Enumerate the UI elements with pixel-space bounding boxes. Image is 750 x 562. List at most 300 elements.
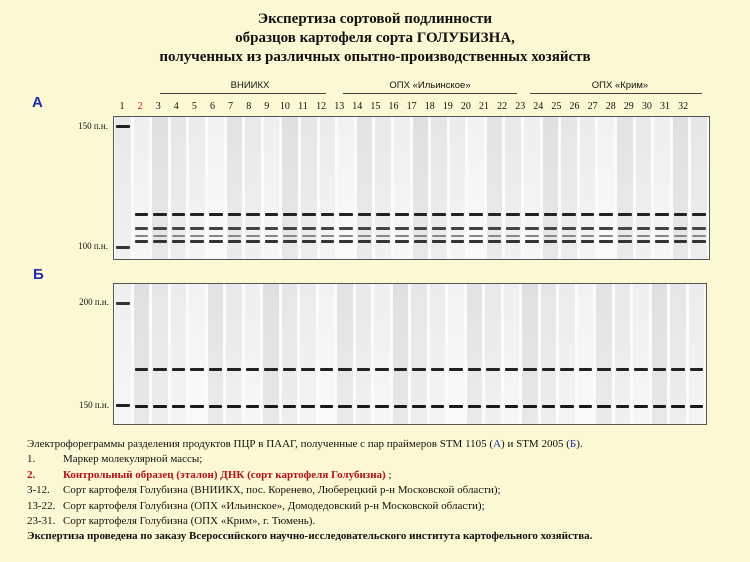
gel-band [283, 213, 297, 216]
gel-band [357, 405, 371, 408]
gel-band [172, 368, 186, 371]
gel-band [283, 405, 297, 408]
gel-band [618, 227, 632, 230]
gel-band [412, 405, 426, 408]
gel-lane [393, 284, 409, 424]
gel-lane [598, 117, 614, 259]
caption-intro-pre: Электрофореграммы разделения продуктов ПЦР в ПААГ, полученные с пар праймеров STM 1105 ( [27, 438, 494, 450]
gel-band [153, 240, 167, 243]
group-label-krim: ОПХ «Крим» [591, 80, 649, 91]
caption-item-text: Сорт картофеля Голубизна (ВНИИКХ, пос. Коренево, Люберецкий р-н Московской области); [63, 484, 501, 497]
lane-number: 13 [334, 101, 345, 112]
gel-lane [450, 117, 466, 259]
gel-band [616, 368, 630, 371]
gel-band [451, 227, 465, 230]
gel-band [674, 213, 688, 216]
lane-number: 26 [569, 101, 580, 112]
lane-number: 30 [641, 101, 652, 112]
gel-band [321, 240, 335, 243]
lane-number: 9 [264, 101, 270, 112]
gel-band [375, 368, 389, 371]
group-line-vniikh [160, 93, 326, 94]
gel-band [227, 368, 241, 371]
gel-band [375, 405, 389, 408]
gel-band [581, 227, 595, 230]
group-line-ilinskoe [343, 93, 517, 94]
lane-number: 31 [660, 101, 670, 112]
gel-band [506, 213, 520, 216]
gel-band [339, 240, 353, 243]
lane-number: 28 [605, 101, 616, 112]
gel-lane [448, 284, 464, 424]
gel-band [321, 235, 335, 237]
gel-lane [543, 117, 559, 259]
gel-lane [115, 284, 131, 424]
gel-band [321, 227, 335, 230]
gel-band [302, 227, 316, 230]
lane-number: 17 [406, 101, 417, 112]
gel-band [690, 368, 704, 371]
lane-number: 14 [352, 101, 363, 112]
gel-lane [189, 284, 205, 424]
gel-lane [561, 117, 577, 259]
gel-band [116, 125, 130, 128]
gel-band [488, 227, 502, 230]
gel-band [172, 240, 186, 243]
gel-band [449, 368, 463, 371]
gel-band [190, 405, 204, 408]
gel-band [432, 235, 446, 237]
gel-band [544, 235, 558, 237]
lane-number: 10 [279, 101, 290, 112]
gel-band [209, 405, 223, 408]
gel-band [376, 240, 390, 243]
gel-lane [615, 284, 631, 424]
lane-number: 32 [678, 101, 689, 112]
gel-band [451, 235, 465, 237]
gel-band [116, 302, 130, 305]
gel-band [581, 240, 595, 243]
gel-band [190, 235, 204, 237]
gel-band [414, 227, 428, 230]
gel-band [172, 213, 186, 216]
gel-band [637, 213, 651, 216]
lane-number: 11 [298, 101, 308, 112]
gel-band [597, 368, 611, 371]
group-line-krim [530, 93, 702, 94]
gel-band [468, 368, 482, 371]
gel-lane [673, 117, 689, 259]
caption-intro-b: Б [569, 438, 577, 450]
lane-number: 2 [137, 101, 143, 112]
gel-band [599, 235, 613, 237]
gel-panel-b [113, 283, 707, 425]
gel-band [655, 235, 669, 237]
gel-band [692, 240, 706, 243]
gel-band [153, 227, 167, 230]
gel-band [412, 368, 426, 371]
gel-band [599, 240, 613, 243]
lane-number: 7 [228, 101, 234, 112]
gel-band [581, 213, 595, 216]
gel-lane [580, 117, 596, 259]
gel-band [542, 368, 556, 371]
gel-band [449, 405, 463, 408]
gel-band [653, 405, 667, 408]
gel-band [190, 240, 204, 243]
gel-band [653, 368, 667, 371]
gel-band [431, 368, 445, 371]
gel-panel-a [113, 116, 710, 260]
gel-band [506, 240, 520, 243]
gel-band [637, 235, 651, 237]
gel-lane [226, 284, 242, 424]
gel-lane [134, 284, 150, 424]
gel-band [339, 213, 353, 216]
gel-band [505, 405, 519, 408]
lane-number: 16 [388, 101, 399, 112]
gel-band [321, 213, 335, 216]
gel-lane [596, 284, 612, 424]
gel-band [376, 235, 390, 237]
gel-lane [524, 117, 540, 259]
gel-lane [338, 117, 354, 259]
gel-band [394, 368, 408, 371]
gel-lane [633, 284, 649, 424]
gel-lane [522, 284, 538, 424]
gel-lane [431, 117, 447, 259]
gel-band [172, 235, 186, 237]
gel-band [562, 227, 576, 230]
gel-lane [264, 117, 280, 259]
gel-lane [691, 117, 707, 259]
gel-band [560, 368, 574, 371]
gel-band [153, 235, 167, 237]
lane-number: 19 [442, 101, 453, 112]
lane-number: 24 [533, 101, 544, 112]
lane-number: 22 [497, 101, 508, 112]
gel-lane [375, 117, 391, 259]
lane-number: 15 [370, 101, 381, 112]
gel-band [394, 405, 408, 408]
title-line-1: Экспертиза сортовой подлинности [257, 11, 493, 27]
gel-band [597, 405, 611, 408]
gel-band [264, 405, 278, 408]
gel-lane [559, 284, 575, 424]
gel-band [690, 405, 704, 408]
gel-band [395, 235, 409, 237]
gel-band [209, 235, 223, 237]
caption-item-text: Сорт картофеля Голубизна (ОПХ «Крим», г. Тюмень). [63, 515, 316, 528]
lane-number: 12 [316, 101, 327, 112]
gel-band [209, 227, 223, 230]
gel-band [655, 213, 669, 216]
lane-number: 21 [479, 101, 489, 112]
caption-item-suffix: ; [385, 468, 392, 481]
gel-lane [320, 117, 336, 259]
gel-band [265, 235, 279, 237]
gel-band [209, 368, 223, 371]
gel-band [414, 213, 428, 216]
gel-band [488, 235, 502, 237]
gel-band [692, 213, 706, 216]
gel-band [468, 405, 482, 408]
gel-lane [208, 284, 224, 424]
gel-band [135, 213, 149, 216]
gel-band [339, 227, 353, 230]
gel-band [544, 240, 558, 243]
gel-band [488, 240, 502, 243]
lane-number: 1 [119, 101, 125, 112]
gel-band [542, 405, 556, 408]
gel-band [671, 405, 685, 408]
gel-band [135, 368, 149, 371]
gel-band [431, 405, 445, 408]
caption-footer: Экспертиза проведена по заказу Всероссийского научно-исследовательского института картофельного хозяйства. [27, 530, 593, 543]
gel-band [283, 227, 297, 230]
lane-number: 25 [551, 101, 562, 112]
gel-band [469, 227, 483, 230]
gel-band [414, 235, 428, 237]
gel-band [190, 227, 204, 230]
caption-item-num: 3-12. [27, 484, 50, 497]
gel-lane [374, 284, 390, 424]
caption [27, 437, 737, 545]
lane-number: 29 [623, 101, 634, 112]
gel-band [246, 227, 260, 230]
gel-band [246, 368, 260, 371]
panel-b-letter: Б [33, 266, 44, 283]
title-line-2: образцов картофеля сорта ГОЛУБИЗНА, [235, 30, 515, 46]
gel-band [376, 227, 390, 230]
gel-band [246, 405, 260, 408]
gel-band [264, 368, 278, 371]
gel-band [209, 213, 223, 216]
gel-band [338, 405, 352, 408]
gel-band [153, 213, 167, 216]
gel-lane [485, 284, 501, 424]
gel-band [395, 213, 409, 216]
lane-number: 8 [246, 101, 252, 112]
gel-band [505, 368, 519, 371]
gel-lane [282, 117, 298, 259]
gel-lane [263, 284, 279, 424]
gel-band [637, 227, 651, 230]
gel-band [301, 405, 315, 408]
gel-band [525, 227, 539, 230]
gel-lane [134, 117, 150, 259]
caption-item [27, 514, 737, 529]
gel-band [692, 227, 706, 230]
gel-lane [245, 117, 261, 259]
gel-band [432, 240, 446, 243]
gel-lane [578, 284, 594, 424]
gel-lane [171, 284, 187, 424]
gel-band [358, 235, 372, 237]
gel-band [523, 405, 537, 408]
gel-lane [357, 117, 373, 259]
gel-lane [189, 117, 205, 259]
gel-band [135, 405, 149, 408]
gel-band [228, 240, 242, 243]
gel-lane [227, 117, 243, 259]
gel-band [228, 213, 242, 216]
gel-band [506, 235, 520, 237]
gel-lane [689, 284, 705, 424]
lane-number: 5 [191, 101, 197, 112]
gel-band [227, 405, 241, 408]
gel-lane [319, 284, 335, 424]
caption-intro [27, 437, 737, 452]
gel-band [692, 235, 706, 237]
gel-band [283, 368, 297, 371]
panel-b-marker-top-label: 200 п.н. [79, 297, 109, 307]
gel-lane [467, 284, 483, 424]
gel-lane [208, 117, 224, 259]
gel-band [634, 405, 648, 408]
gel-lane [636, 117, 652, 259]
gel-band [562, 213, 576, 216]
caption-item-text: Контрольный образец (эталон) ДНК (сорт картофеля Голубизна) [63, 468, 386, 481]
gel-band [190, 368, 204, 371]
gel-band [172, 405, 186, 408]
gel-band [523, 368, 537, 371]
gel-band [618, 213, 632, 216]
gel-band [283, 240, 297, 243]
lane-number: 27 [587, 101, 598, 112]
gel-band [302, 235, 316, 237]
gel-band [637, 240, 651, 243]
gel-lane [468, 117, 484, 259]
gel-band [135, 235, 149, 237]
gel-band [376, 213, 390, 216]
lane-number: 4 [173, 101, 179, 112]
caption-intro-mid: ) и STM 2005 ( [501, 438, 570, 450]
gel-lane [413, 117, 429, 259]
gel-band [525, 235, 539, 237]
gel-band [599, 213, 613, 216]
gel-lane [504, 284, 520, 424]
gel-band [469, 213, 483, 216]
group-label-ilinskoe: ОПХ «Ильинское» [389, 80, 471, 91]
gel-band [283, 235, 297, 237]
gel-band [172, 227, 186, 230]
gel-band [357, 368, 371, 371]
gel-band [414, 240, 428, 243]
lane-number: 6 [210, 101, 215, 112]
caption-item-control [27, 468, 737, 483]
gel-lane [115, 117, 131, 259]
gel-band [135, 240, 149, 243]
panel-b-marker-bottom-label: 150 п.н. [79, 400, 109, 410]
gel-band [190, 213, 204, 216]
gel-lane [394, 117, 410, 259]
gel-band [301, 368, 315, 371]
caption-intro-a: А [493, 438, 502, 450]
gel-band [486, 368, 500, 371]
gel-lane [411, 284, 427, 424]
gel-band [432, 227, 446, 230]
gel-band [320, 368, 334, 371]
gel-band [246, 213, 260, 216]
gel-band [228, 235, 242, 237]
gel-band [674, 227, 688, 230]
gel-lane [670, 284, 686, 424]
gel-band [451, 213, 465, 216]
gel-band [579, 368, 593, 371]
group-label-vniikh: ВНИИКХ [230, 80, 270, 91]
caption-item-num: 1. [27, 453, 36, 466]
gel-band [116, 246, 130, 249]
gel-band [358, 227, 372, 230]
gel-band [486, 405, 500, 408]
gel-lane [152, 117, 168, 259]
gel-band [302, 240, 316, 243]
gel-band [674, 240, 688, 243]
gel-band [265, 240, 279, 243]
gel-band [655, 227, 669, 230]
panel-a-letter: А [32, 94, 43, 111]
caption-intro-post: ). [576, 438, 583, 450]
gel-band [618, 235, 632, 237]
gel-band [674, 235, 688, 237]
gel-band [544, 213, 558, 216]
caption-item-text: Маркер молекулярной массы; [63, 453, 203, 466]
gel-band [488, 213, 502, 216]
caption-item-num: 13-22. [27, 499, 56, 512]
panel-a-marker-bottom-label: 100 п.н. [78, 241, 108, 251]
gel-band [581, 235, 595, 237]
gel-band [338, 368, 352, 371]
gel-band [525, 213, 539, 216]
gel-lane [171, 117, 187, 259]
gel-lane [245, 284, 261, 424]
gel-lane [654, 117, 670, 259]
lane-number: 18 [424, 101, 435, 112]
caption-item-text: Сорт картофеля Голубизна (ОПХ «Ильинское», Домодедовский р-н Московской области); [63, 499, 485, 512]
gel-band [339, 235, 353, 237]
gel-band [135, 227, 149, 230]
gel-band [358, 240, 372, 243]
gel-band [320, 405, 334, 408]
gel-band [302, 213, 316, 216]
gel-band [655, 240, 669, 243]
gel-band [579, 405, 593, 408]
page-title [0, 10, 750, 67]
gel-lane [152, 284, 168, 424]
gel-band [560, 405, 574, 408]
gel-band [599, 227, 613, 230]
gel-lane [300, 284, 316, 424]
gel-band [562, 235, 576, 237]
lane-number: 23 [515, 101, 526, 112]
caption-item-num: 23-31. [27, 515, 56, 528]
gel-band [562, 240, 576, 243]
gel-lane [487, 117, 503, 259]
caption-item [27, 452, 737, 467]
lane-number: 20 [460, 101, 471, 112]
gel-band [618, 240, 632, 243]
gel-lane [301, 117, 317, 259]
gel-band [634, 368, 648, 371]
gel-lane [356, 284, 372, 424]
caption-item [27, 483, 737, 498]
caption-item [27, 499, 737, 514]
gel-band [246, 240, 260, 243]
lane-number: 3 [155, 101, 161, 112]
gel-band [358, 213, 372, 216]
caption-item-num: 2. [27, 468, 36, 481]
